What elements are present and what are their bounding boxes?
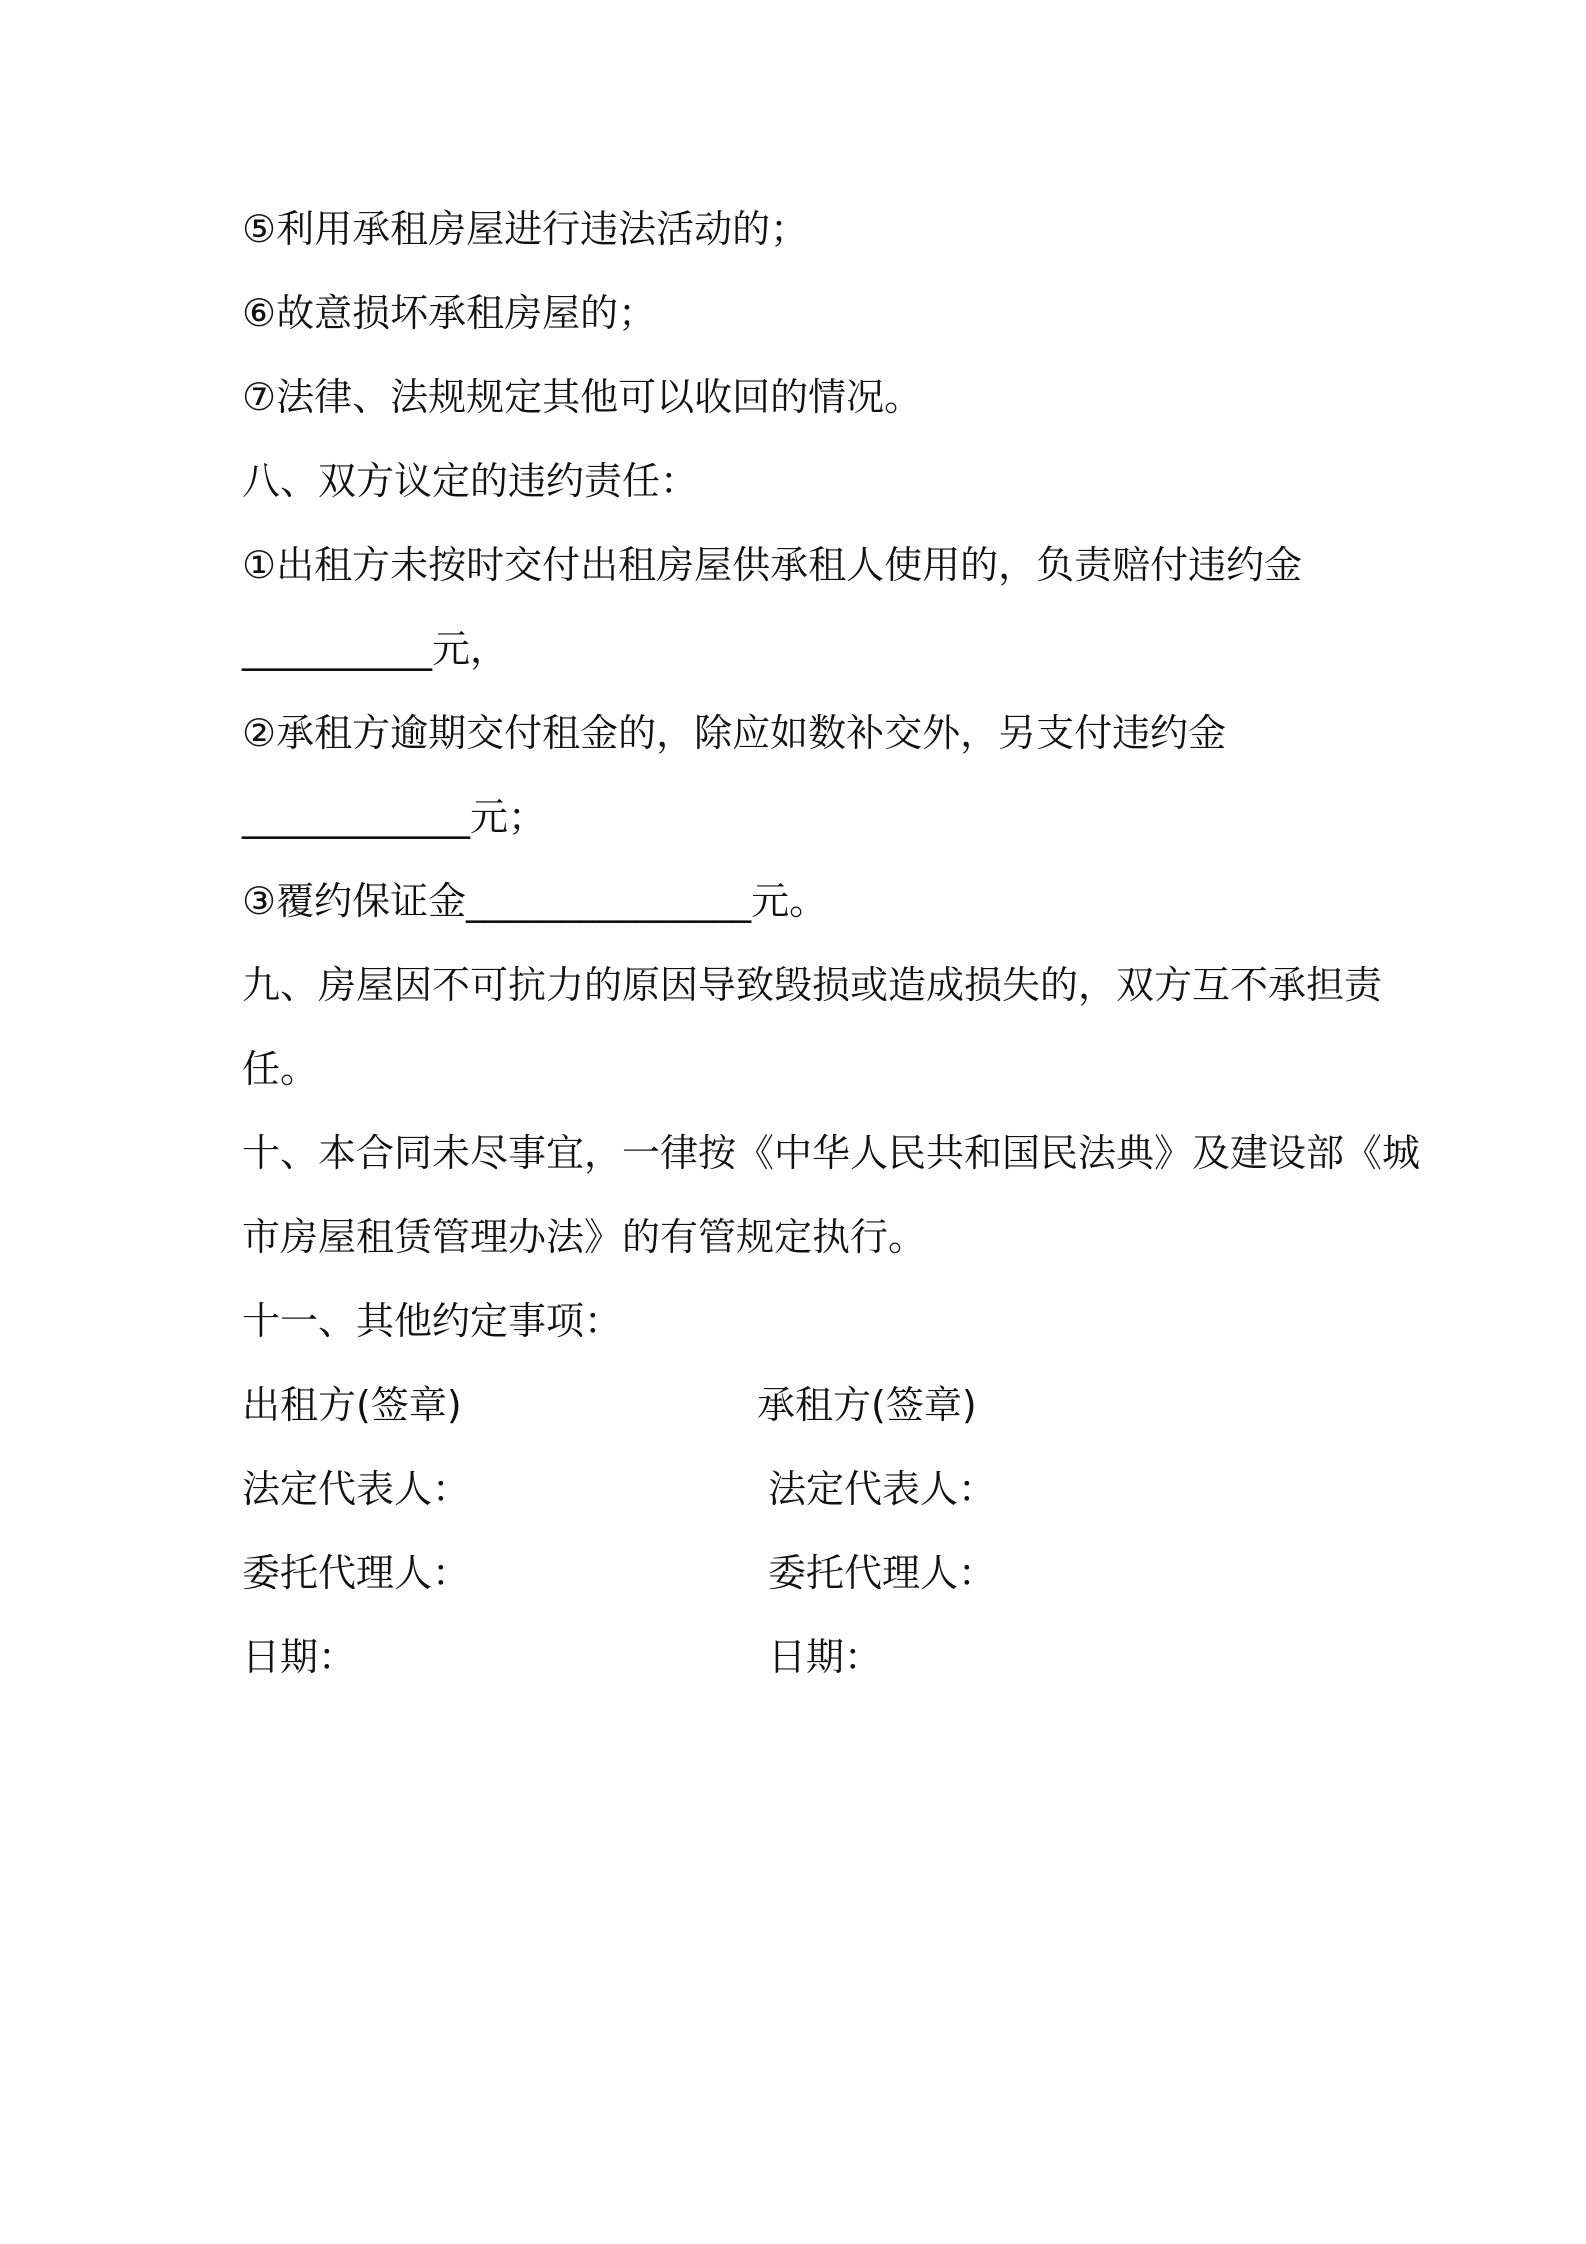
section-8-item-1-line-1: ①出租方未按时交付出租房屋供承租人使用的，负责赔付违约金: [242, 543, 1303, 587]
clause-5: ⑤利用承租房屋进行违法活动的；: [242, 207, 809, 251]
section-8-item-1-line-2: __________元，: [242, 627, 509, 671]
lessee-legal-rep-label: 法定代表人：: [768, 1467, 997, 1511]
lessee-party-label: 承租方(签章): [757, 1383, 977, 1427]
lessor-party-label: 出租方(签章): [242, 1383, 462, 1427]
lessor-agent-label: 委托代理人：: [242, 1551, 471, 1595]
section-8-item-3: ③覆约保证金_______________元。: [242, 879, 828, 923]
section-10-line-2: 市房屋租赁管理办法》的有管规定执行。: [242, 1215, 927, 1259]
clause-7: ⑦法律、法规规定其他可以收回的情况。: [242, 375, 923, 419]
section-8-heading: 八、双方议定的违约责任：: [242, 459, 699, 503]
clause-6: ⑥故意损坏承租房屋的；: [242, 291, 657, 335]
section-8-item-2-line-2: ____________元；: [242, 795, 547, 839]
lessor-legal-rep-label: 法定代表人：: [242, 1467, 471, 1511]
lessor-date-label: 日期：: [242, 1635, 357, 1679]
section-9-line-1: 九、房屋因不可抗力的原因导致毁损或造成损失的，双方互不承担责: [242, 963, 1383, 1007]
section-9-line-2: 任。: [242, 1047, 319, 1091]
section-10-line-1: 十、本合同未尽事宜，一律按《中华人民共和国民法典》及建设部《城: [242, 1131, 1421, 1175]
section-8-item-2-line-1: ②承租方逾期交付租金的，除应如数补交外，另支付违约金: [242, 711, 1227, 755]
lessee-date-label: 日期：: [768, 1635, 883, 1679]
lessee-agent-label: 委托代理人：: [768, 1551, 997, 1595]
section-11-heading: 十一、其他约定事项：: [242, 1299, 623, 1343]
